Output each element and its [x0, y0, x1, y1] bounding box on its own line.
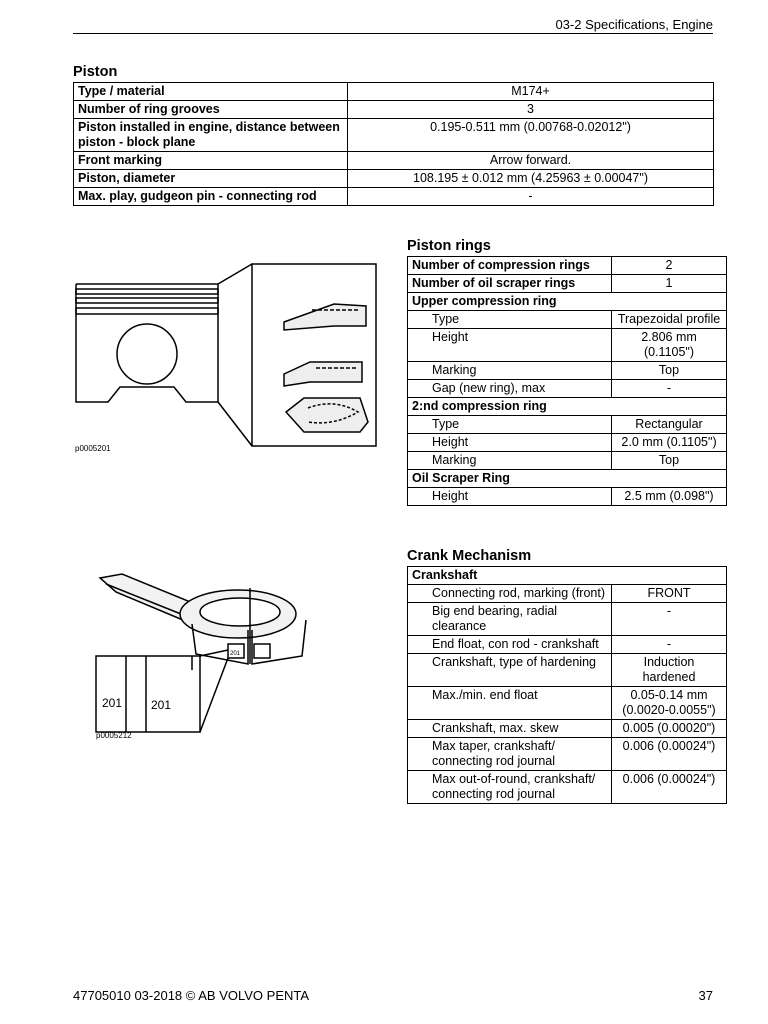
- table-row: [408, 452, 727, 470]
- row-label: Marking: [408, 362, 612, 380]
- row-label: Piston installed in engine, distance between piston - block plane: [74, 119, 348, 152]
- row-value: 0.006 (0.00024"): [612, 771, 727, 804]
- table-row: [408, 720, 727, 738]
- row-value: Arrow forward.: [348, 152, 714, 170]
- piston-rings-title: Piston rings: [407, 238, 491, 254]
- table-row: [74, 119, 714, 152]
- row-label: Piston, diameter: [74, 170, 348, 188]
- row-value: 2.5 mm (0.098"): [612, 488, 727, 506]
- row-label: Height: [408, 329, 612, 362]
- row-label: Crankshaft, type of hardening: [408, 654, 612, 687]
- table-row: [408, 329, 727, 362]
- section-label: 2:nd compression ring: [408, 398, 727, 416]
- row-label: Height: [408, 488, 612, 506]
- row-value: 2.0 mm (0.1105"): [612, 434, 727, 452]
- row-label: Gap (new ring), max: [408, 380, 612, 398]
- table-row: [408, 275, 727, 293]
- row-label: Max./min. end float: [408, 687, 612, 720]
- row-value: 1: [612, 275, 727, 293]
- row-value: -: [612, 380, 727, 398]
- row-label: Front marking: [74, 152, 348, 170]
- table-row: [74, 152, 714, 170]
- table-row: [408, 687, 727, 720]
- crank-table: [407, 566, 727, 804]
- table-row: [74, 101, 714, 119]
- row-label: Big end bearing, radial clearance: [408, 603, 612, 636]
- row-label: Number of oil scraper rings: [408, 275, 612, 293]
- row-label: Number of compression rings: [408, 257, 612, 275]
- row-label: Height: [408, 434, 612, 452]
- row-value: 0.006 (0.00024"): [612, 738, 727, 771]
- table-section-row: [408, 567, 727, 585]
- table-row: [408, 636, 727, 654]
- piston-figure: [72, 262, 392, 450]
- row-label: Max out-of-round, crankshaft/ connecting rod journal: [408, 771, 612, 804]
- row-label: End float, con rod - crankshaft: [408, 636, 612, 654]
- table-row: [408, 654, 727, 687]
- row-value: -: [612, 636, 727, 654]
- header-divider: [73, 33, 713, 34]
- piston-rings-table: [407, 256, 727, 506]
- table-row: [74, 188, 714, 206]
- section-label: Crankshaft: [408, 567, 727, 585]
- table-section-row: [408, 470, 727, 488]
- table-row: [408, 362, 727, 380]
- page-number: 37: [698, 988, 713, 1003]
- row-label: Type: [408, 311, 612, 329]
- row-value: 0.195-0.511 mm (0.00768-0.02012"): [348, 119, 714, 152]
- footer-document-id: 47705010 03-2018 © AB VOLVO PENTA: [73, 988, 310, 1003]
- row-value: -: [612, 603, 727, 636]
- row-value: M174+: [348, 83, 714, 101]
- row-value: 2: [612, 257, 727, 275]
- table-row: [408, 311, 727, 329]
- row-value: 3: [348, 101, 714, 119]
- row-value: 0.05-0.14 mm (0.0020-0.0055"): [612, 687, 727, 720]
- row-label: Connecting rod, marking (front): [408, 585, 612, 603]
- row-label: Marking: [408, 452, 612, 470]
- table-row: [408, 416, 727, 434]
- row-value: Top: [612, 362, 727, 380]
- row-value: Trapezoidal profile: [612, 311, 727, 329]
- row-value: 2.806 mm (0.1105"): [612, 329, 727, 362]
- row-label: Crankshaft, max. skew: [408, 720, 612, 738]
- table-row: [408, 434, 727, 452]
- conrod-figure-code: p0005212: [96, 731, 132, 740]
- row-value: Top: [612, 452, 727, 470]
- table-row: [408, 488, 727, 506]
- conrod-mark-small: 201: [230, 651, 241, 657]
- table-row: [408, 380, 727, 398]
- row-value: 0.005 (0.00020"): [612, 720, 727, 738]
- crank-title: Crank Mechanism: [407, 548, 532, 564]
- table-row: [74, 83, 714, 101]
- piston-title: Piston: [73, 64, 118, 80]
- table-row: [408, 257, 727, 275]
- table-row: [408, 603, 727, 636]
- row-value: Rectangular: [612, 416, 727, 434]
- table-row: [408, 738, 727, 771]
- row-value: -: [348, 188, 714, 206]
- table-row: [408, 771, 727, 804]
- conrod-mark-large-left: 201: [102, 696, 123, 710]
- piston-table: [73, 82, 714, 206]
- piston-figure-code: p0005201: [75, 444, 111, 453]
- conrod-mark-large-right: 201: [151, 698, 172, 712]
- row-value: FRONT: [612, 585, 727, 603]
- table-section-row: [408, 398, 727, 416]
- conrod-figure: [92, 568, 314, 736]
- row-label: Type / material: [74, 83, 348, 101]
- table-row: [408, 585, 727, 603]
- row-label: Type: [408, 416, 612, 434]
- row-label: Max. play, gudgeon pin - connecting rod: [74, 188, 348, 206]
- table-row: [74, 170, 714, 188]
- row-value: Induction hardened: [612, 654, 727, 687]
- row-value: 108.195 ± 0.012 mm (4.25963 ± 0.00047"): [348, 170, 714, 188]
- table-section-row: [408, 293, 727, 311]
- row-label: Number of ring grooves: [74, 101, 348, 119]
- section-label: Oil Scraper Ring: [408, 470, 727, 488]
- section-label: Upper compression ring: [408, 293, 727, 311]
- header-title: 03-2 Specifications, Engine: [555, 17, 713, 32]
- row-label: Max taper, crankshaft/ connecting rod journal: [408, 738, 612, 771]
